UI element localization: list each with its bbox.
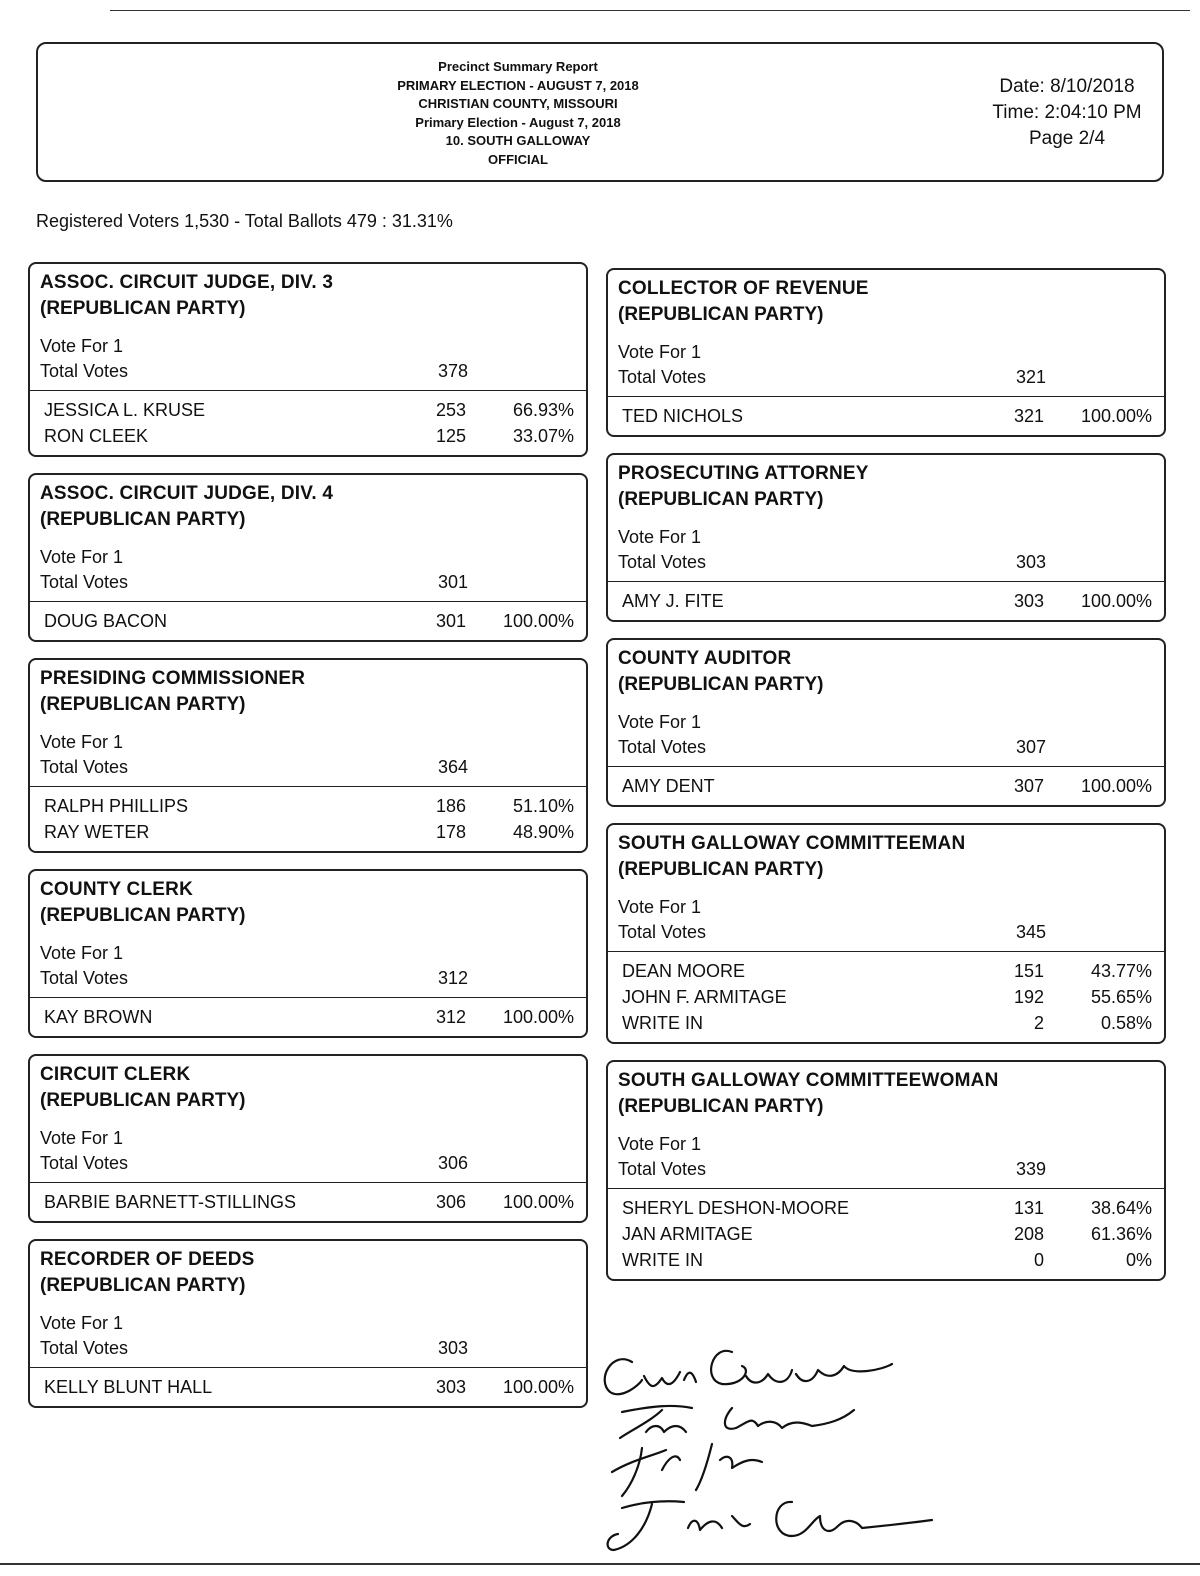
race-presiding-commissioner <box>28 658 588 853</box>
race-party: (REPUBLICAN PARTY) <box>40 509 246 530</box>
candidate-votes: 131 <box>1013 1198 1044 1218</box>
candidate-row <box>622 1221 1152 1247</box>
total-votes-label: Total Votes <box>618 922 707 942</box>
candidate-votes: 303 <box>435 1377 466 1397</box>
vote-for-label: Vote For 1 <box>40 1128 124 1148</box>
race-party: (REPUBLICAN PARTY) <box>40 1275 246 1296</box>
race-party: (REPUBLICAN PARTY) <box>40 694 246 715</box>
race-party: (REPUBLICAN PARTY) <box>618 674 824 695</box>
candidate-name: WRITE IN <box>622 1013 703 1033</box>
total-votes-label: Total Votes <box>40 1338 129 1358</box>
candidate-percent: 100.00% <box>1080 591 1152 611</box>
vote-for-label: Vote For 1 <box>618 712 702 732</box>
candidate-votes: 307 <box>1013 776 1044 796</box>
total-votes-row <box>618 1156 1154 1182</box>
race-title: SOUTH GALLOWAY COMMITTEEWOMAN <box>618 1070 999 1091</box>
candidate-row <box>44 819 574 845</box>
candidate-name: JESSICA L. KRUSE <box>44 400 206 420</box>
candidate-votes: 178 <box>435 822 466 842</box>
vote-for-label: Vote For 1 <box>618 897 702 917</box>
county-name: CHRISTIAN COUNTY, MISSOURI <box>418 96 618 111</box>
race-party: (REPUBLICAN PARTY) <box>618 859 824 880</box>
candidate-row <box>44 423 574 449</box>
page-number: Page 2/4 <box>1028 128 1106 149</box>
candidate-row <box>622 958 1152 984</box>
race-header <box>30 871 586 998</box>
candidate-name: AMY DENT <box>622 776 715 796</box>
race-header <box>30 1241 586 1368</box>
race-header <box>608 825 1164 952</box>
candidate-percent: 0% <box>1125 1250 1152 1270</box>
race-collector-of-revenue <box>606 268 1166 437</box>
candidate-name: KAY BROWN <box>44 1007 153 1027</box>
candidate-name: JAN ARMITAGE <box>622 1224 753 1244</box>
candidate-percent: 51.10% <box>512 796 574 816</box>
race-county-auditor <box>606 638 1166 807</box>
race-header <box>30 1056 586 1183</box>
race-circuit-clerk <box>28 1054 588 1223</box>
total-votes-label: Total Votes <box>618 737 707 757</box>
total-votes-label: Total Votes <box>40 361 129 381</box>
vote-for-label: Vote For 1 <box>618 1134 702 1154</box>
candidate-name: JOHN F. ARMITAGE <box>622 987 787 1007</box>
candidate-list <box>30 787 586 851</box>
report-title: Precinct Summary Report <box>438 59 598 74</box>
race-header <box>608 270 1164 397</box>
vote-for-label: Vote For 1 <box>40 1313 124 1333</box>
race-county-clerk <box>28 869 588 1038</box>
candidate-list <box>608 767 1164 805</box>
candidate-row <box>622 1010 1152 1036</box>
candidate-row <box>622 588 1152 614</box>
report-date: Date: 8/10/2018 <box>999 76 1135 97</box>
total-votes-label: Total Votes <box>618 552 707 572</box>
top-rule <box>110 10 1190 11</box>
race-title: CIRCUIT CLERK <box>40 1064 191 1085</box>
total-votes-row <box>40 754 576 780</box>
candidate-votes: 151 <box>1013 961 1044 981</box>
race-assoc-circuit-judge-div-3 <box>28 262 588 457</box>
candidate-votes: 208 <box>1013 1224 1044 1244</box>
vote-for-label: Vote For 1 <box>40 336 124 356</box>
vote-for-label: Vote For 1 <box>618 342 702 362</box>
race-title: ASSOC. CIRCUIT JUDGE, DIV. 4 <box>40 483 334 504</box>
candidate-percent: 100.00% <box>502 1377 574 1397</box>
race-party: (REPUBLICAN PARTY) <box>618 489 824 510</box>
candidate-row <box>622 773 1152 799</box>
turnout-summary: Registered Voters 1,530 - Total Ballots 479 : 31.31% <box>36 211 453 231</box>
candidate-percent: 61.36% <box>1090 1224 1152 1244</box>
vote-for-label: Vote For 1 <box>618 527 702 547</box>
candidate-votes: 306 <box>435 1192 466 1212</box>
candidate-votes: 321 <box>1013 406 1044 426</box>
signature-4 <box>608 1501 932 1550</box>
race-party: (REPUBLICAN PARTY) <box>40 298 246 319</box>
race-header <box>608 455 1164 582</box>
candidate-percent: 100.00% <box>1080 776 1152 796</box>
total-votes-value: 312 <box>437 968 468 988</box>
total-votes-value: 339 <box>1015 1159 1046 1179</box>
candidate-name: WRITE IN <box>622 1250 703 1270</box>
candidate-name: SHERYL DESHON-MOORE <box>622 1198 850 1218</box>
signature-1 <box>605 1351 892 1394</box>
candidate-percent: 0.58% <box>1100 1013 1152 1033</box>
report-meta <box>972 74 1162 152</box>
race-title: SOUTH GALLOWAY COMMITTEEMAN <box>618 833 966 854</box>
bottom-rule <box>0 1563 1200 1565</box>
total-votes-value: 364 <box>437 757 468 777</box>
candidate-name: RALPH PHILLIPS <box>44 796 189 816</box>
candidate-name: DOUG BACON <box>44 611 168 631</box>
candidate-row <box>622 403 1152 429</box>
candidate-votes: 0 <box>1033 1250 1044 1270</box>
candidate-list <box>30 1368 586 1406</box>
election-subtitle: Primary Election - August 7, 2018 <box>415 114 621 130</box>
candidate-name: AMY J. FITE <box>622 591 724 611</box>
total-votes-label: Total Votes <box>40 572 129 592</box>
total-votes-label: Total Votes <box>40 757 129 777</box>
candidate-percent: 48.90% <box>512 822 574 842</box>
candidate-row <box>44 1004 574 1030</box>
race-title: PROSECUTING ATTORNEY <box>618 463 869 484</box>
candidate-list <box>30 602 586 640</box>
race-title: COLLECTOR OF REVENUE <box>618 278 869 299</box>
race-title: COUNTY AUDITOR <box>618 648 792 669</box>
race-header <box>30 660 586 787</box>
election-name: PRIMARY ELECTION - AUGUST 7, 2018 <box>397 77 639 93</box>
race-prosecuting-attorney <box>606 453 1166 622</box>
candidate-votes: 303 <box>1013 591 1044 611</box>
total-votes-label: Total Votes <box>618 1159 707 1179</box>
candidate-name: BARBIE BARNETT-STILLINGS <box>44 1192 297 1212</box>
candidate-percent: 100.00% <box>1080 406 1152 426</box>
total-votes-row <box>618 364 1154 390</box>
race-south-galloway-committeeman <box>606 823 1166 1044</box>
total-votes-label: Total Votes <box>618 367 707 387</box>
race-title: RECORDER OF DEEDS <box>40 1249 255 1270</box>
candidate-percent: 100.00% <box>502 611 574 631</box>
candidate-percent: 55.65% <box>1090 987 1152 1007</box>
candidate-list <box>30 391 586 455</box>
race-party: (REPUBLICAN PARTY) <box>40 905 246 926</box>
race-assoc-circuit-judge-div-4 <box>28 473 588 642</box>
total-votes-value: 321 <box>1015 367 1046 387</box>
candidate-percent: 66.93% <box>512 400 574 420</box>
race-recorder-of-deeds <box>28 1239 588 1408</box>
candidate-votes: 186 <box>435 796 466 816</box>
candidate-name: KELLY BLUNT HALL <box>44 1377 213 1397</box>
candidate-list <box>608 1189 1164 1279</box>
vote-for-label: Vote For 1 <box>40 943 124 963</box>
report-time: Time: 2:04:10 PM <box>992 102 1142 123</box>
total-votes-row <box>618 734 1154 760</box>
precinct-name: 10. SOUTH GALLOWAY <box>445 133 591 148</box>
candidate-name: DEAN MOORE <box>622 961 746 981</box>
candidate-row <box>622 1195 1152 1221</box>
candidate-list <box>30 1183 586 1221</box>
race-party: (REPUBLICAN PARTY) <box>618 304 824 325</box>
candidate-list <box>30 998 586 1036</box>
candidate-row <box>44 1189 574 1215</box>
signature-2 <box>620 1406 854 1438</box>
candidate-row <box>622 984 1152 1010</box>
total-votes-label: Total Votes <box>40 968 129 988</box>
total-votes-row <box>40 1150 576 1176</box>
candidate-votes: 312 <box>435 1007 466 1027</box>
race-title: PRESIDING COMMISSIONER <box>40 668 306 689</box>
candidate-list <box>608 397 1164 435</box>
candidate-votes: 253 <box>435 400 466 420</box>
official-label: OFFICIAL <box>488 151 548 167</box>
candidate-row <box>44 793 574 819</box>
candidate-row <box>44 1374 574 1400</box>
report-header <box>36 42 1164 182</box>
race-party: (REPUBLICAN PARTY) <box>40 1090 246 1111</box>
candidate-votes: 301 <box>435 611 466 631</box>
vote-for-label: Vote For 1 <box>40 547 124 567</box>
total-votes-row <box>40 965 576 991</box>
total-votes-value: 301 <box>437 572 468 592</box>
total-votes-row <box>40 358 576 384</box>
race-title: ASSOC. CIRCUIT JUDGE, DIV. 3 <box>40 272 334 293</box>
candidate-percent: 100.00% <box>502 1007 574 1027</box>
race-header <box>30 475 586 602</box>
race-title: COUNTY CLERK <box>40 879 193 900</box>
candidate-list <box>608 952 1164 1042</box>
candidate-percent: 43.77% <box>1090 961 1152 981</box>
candidate-row <box>44 608 574 634</box>
total-votes-value: 306 <box>437 1153 468 1173</box>
race-party: (REPUBLICAN PARTY) <box>618 1096 824 1117</box>
candidate-votes: 125 <box>435 426 466 446</box>
candidate-percent: 100.00% <box>502 1192 574 1212</box>
candidate-percent: 38.64% <box>1090 1198 1152 1218</box>
signature-3 <box>612 1444 762 1496</box>
right-column <box>606 268 1166 1297</box>
candidate-name: RAY WETER <box>44 822 150 842</box>
candidate-list <box>608 582 1164 620</box>
candidate-row <box>622 1247 1152 1273</box>
total-votes-value: 378 <box>437 361 468 381</box>
candidate-name: TED NICHOLS <box>622 406 744 426</box>
total-votes-row <box>618 919 1154 945</box>
candidate-votes: 192 <box>1013 987 1044 1007</box>
left-column <box>28 262 588 1424</box>
race-header <box>608 1062 1164 1189</box>
total-votes-row <box>40 569 576 595</box>
total-votes-row <box>618 549 1154 575</box>
total-votes-row <box>40 1335 576 1361</box>
total-votes-value: 303 <box>1015 552 1046 572</box>
candidate-percent: 33.07% <box>512 426 574 446</box>
race-header <box>608 640 1164 767</box>
total-votes-label: Total Votes <box>40 1153 129 1173</box>
total-votes-value: 303 <box>437 1338 468 1358</box>
report-title-block <box>328 58 708 169</box>
candidate-name: RON CLEEK <box>44 426 149 446</box>
vote-for-label: Vote For 1 <box>40 732 124 752</box>
total-votes-value: 307 <box>1015 737 1046 757</box>
candidate-row <box>44 397 574 423</box>
signatures-image <box>592 1340 952 1570</box>
race-south-galloway-committeewoman <box>606 1060 1166 1281</box>
race-header <box>30 264 586 391</box>
candidate-votes: 2 <box>1033 1013 1044 1033</box>
total-votes-value: 345 <box>1015 922 1046 942</box>
